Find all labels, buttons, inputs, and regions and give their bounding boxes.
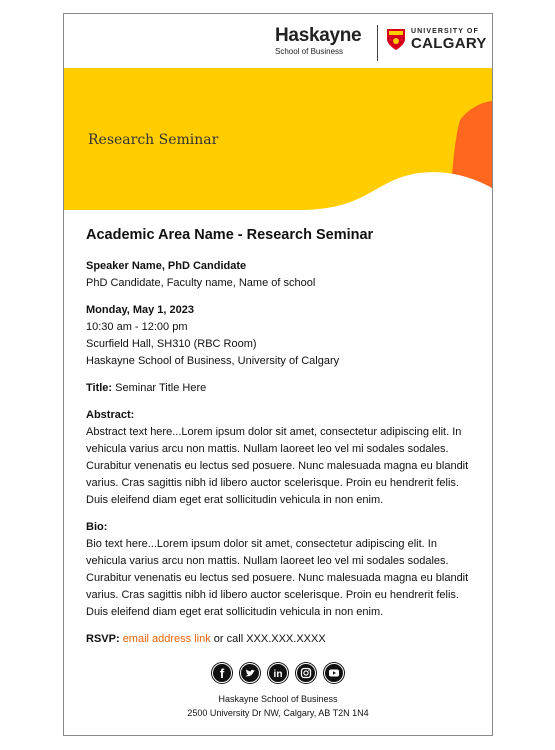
abstract-block bbox=[86, 407, 470, 509]
title-label: Title: bbox=[86, 382, 113, 394]
footer bbox=[86, 692, 470, 720]
crest-icon bbox=[386, 27, 406, 51]
twitter-icon[interactable] bbox=[239, 662, 261, 684]
speaker-name: Speaker Name, PhD Candidate bbox=[86, 260, 247, 272]
rsvp-phone: or call XXX.XXX.XXXX bbox=[210, 633, 326, 645]
abstract-text: Abstract text here...Lorem ipsum dolor sit amet, consectetur adipiscing elit. In vehicula varius arcu non mattis. Nullam laoreet leo vel mi sodales sodales. Curabitur venenatis eu lectus sed posuere. Nunc malesuada magna eu blandit varius. Cras sagittis nibh id libero auctor scelerisque. Proin eu hendrerit felis. Duis eleifend diam eget erat sollicitudin vehicula in non enim. bbox=[86, 426, 469, 506]
email-header bbox=[64, 14, 492, 68]
speaker-block bbox=[86, 258, 470, 292]
speaker-affiliation: PhD Candidate, Faculty name, Name of school bbox=[86, 277, 316, 289]
event-date: Monday, May 1, 2023 bbox=[86, 304, 195, 316]
univ-line2: CALGARY bbox=[411, 35, 487, 52]
abstract-label: Abstract: bbox=[86, 409, 135, 421]
instagram-icon[interactable] bbox=[295, 662, 317, 684]
bio-text: Bio text here...Lorem ipsum dolor sit amet, consectetur adipiscing elit. In vehicula varius arcu non mattis. Nullam laoreet leo vel mi sodales sodales. Curabitur venenatis eu lectus sed posuere. Nunc malesuada magna eu blandit varius. Cras sagittis nibh id libero auctor scelerisque. Proin eu hendrerit felis. Duis eleifend diam eget erat sollicitudin vehicula in non enim. bbox=[86, 538, 469, 618]
footer-line1: Haskayne School of Business bbox=[218, 694, 338, 704]
email-content bbox=[64, 210, 492, 720]
bio-block bbox=[86, 519, 470, 621]
title-block bbox=[86, 380, 470, 397]
social-links bbox=[86, 662, 470, 684]
title-value: Seminar Title Here bbox=[112, 382, 207, 394]
facebook-icon[interactable] bbox=[211, 662, 233, 684]
svg-text:f: f bbox=[219, 666, 225, 681]
university-logo[interactable] bbox=[386, 27, 487, 51]
brand-subtitle: School of Business bbox=[275, 47, 344, 56]
univ-line1: UNIVERSITY OF bbox=[411, 28, 479, 35]
event-heading: Academic Area Name - Research Seminar bbox=[86, 227, 374, 243]
footer-line2: 2500 University Dr NW, Calgary, AB T2N 1N4 bbox=[187, 708, 369, 718]
rsvp-block bbox=[86, 631, 470, 648]
linkedin-icon[interactable] bbox=[267, 662, 289, 684]
schedule-block bbox=[86, 302, 470, 370]
event-time: 10:30 am - 12:00 pm bbox=[86, 321, 188, 333]
rsvp-email-link[interactable]: email address link bbox=[122, 633, 211, 645]
logo-divider bbox=[377, 25, 378, 61]
event-room: Scurfield Hall, SH310 (RBC Room) bbox=[86, 338, 257, 350]
bio-label: Bio: bbox=[86, 521, 108, 533]
banner-title: Research Seminar bbox=[88, 132, 219, 148]
event-venue: Haskayne School of Business, University of Calgary bbox=[86, 355, 340, 367]
rsvp-label: RSVP: bbox=[86, 633, 120, 645]
brand-name: Haskayne bbox=[275, 25, 362, 46]
svg-text:in: in bbox=[273, 669, 283, 680]
youtube-icon[interactable] bbox=[323, 662, 345, 684]
email-card bbox=[63, 13, 493, 736]
banner bbox=[64, 68, 492, 210]
haskayne-logo[interactable] bbox=[275, 26, 361, 56]
